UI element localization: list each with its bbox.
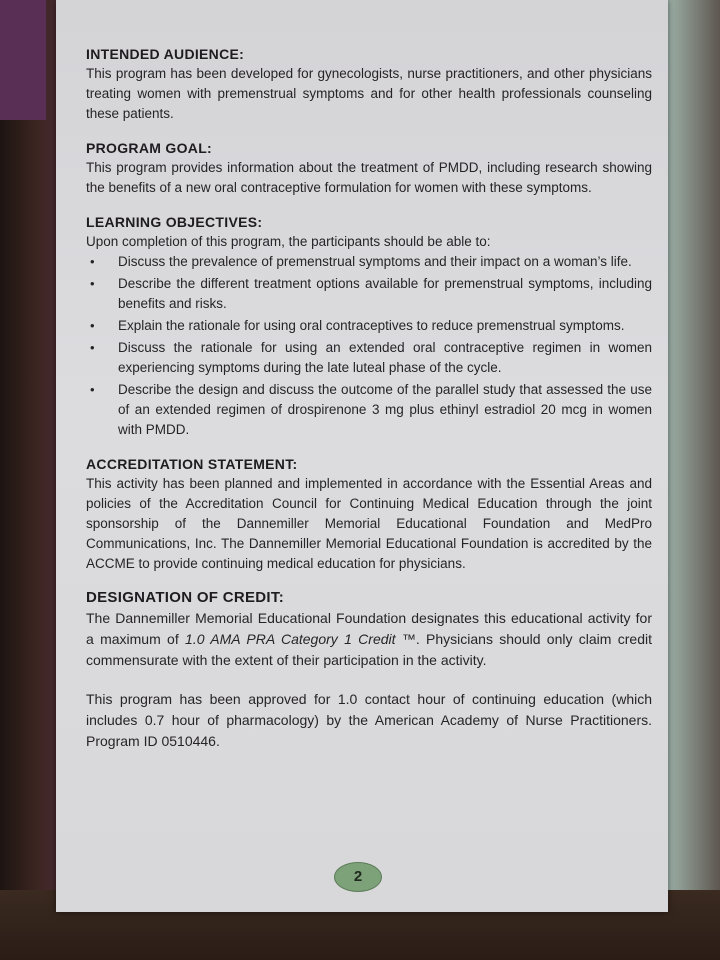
accreditation-text: This activity has been planned and implemented in accordance with the Essential Areas and policies of the Accreditation Council for Continuing Medical Education through the joint sponsorship of the Dannemiller Memorial Educational Foundation and MedPro Communications, Inc. The Dannemiller Memorial Educational Foundation is accredited by the ACCME to provide continuing medical education for physicians. — [86, 476, 652, 571]
bullet-icon: • — [90, 340, 95, 355]
accreditation-heading: ACCREDITATION STATEMENT: — [86, 456, 298, 472]
bullet-icon: • — [90, 254, 95, 269]
designation-of-credit-heading: DESIGNATION OF CREDIT: — [86, 589, 284, 606]
background-purple-accent — [0, 0, 46, 120]
learning-objectives-heading: LEARNING OBJECTIVES: — [86, 214, 263, 230]
list-item — [86, 338, 652, 378]
intended-audience-section — [86, 44, 652, 124]
objective-text: Describe the different treatment options available for premenstrual symptoms, including benefits and risks. — [118, 276, 652, 311]
background-binding-edge — [0, 0, 60, 960]
objective-text: Discuss the rationale for using an extended oral contraceptive regimen in women experiencing symptoms during the late luteal phase of the cycle. — [118, 340, 652, 375]
designation-of-credit-section — [86, 588, 652, 671]
program-goal-heading: PROGRAM GOAL: — [86, 140, 213, 156]
intended-audience-heading: INTENDED AUDIENCE: — [86, 46, 245, 62]
accreditation-section — [86, 454, 652, 574]
approval-statement: This program has been approved for 1.0 contact hour of continuing education (which includes 0.7 hour of pharmacology) by the American Academy of Nurse Practitioners. Program ID 0510446. — [86, 691, 652, 749]
intended-audience-text: This program has been developed for gynecologists, nurse practitioners, and other physicians treating women with premenstrual symptoms and for other health professionals counseling these patients. — [86, 66, 652, 121]
list-item — [86, 380, 652, 440]
page-number-badge: 2 — [334, 862, 382, 892]
learning-objectives-list — [86, 252, 652, 440]
credit-text-end: ™. Physicians should only claim credit commensurate with the extent of their participation in the activity. — [86, 631, 652, 668]
list-item — [86, 252, 652, 272]
booklet-page — [56, 0, 668, 912]
list-item — [86, 274, 652, 314]
program-goal-section — [86, 138, 652, 198]
learning-objectives-intro: Upon completion of this program, the participants should be able to: — [86, 234, 491, 249]
page-content — [86, 44, 652, 752]
learning-objectives-section — [86, 212, 652, 440]
credit-emphasis: 1.0 AMA PRA Category 1 Credit — [185, 631, 396, 647]
program-goal-text: This program provides information about the treatment of PMDD, including research showing the benefits of a new oral contraceptive formulation for women with these symptoms. — [86, 160, 652, 195]
objective-text: Explain the rationale for using oral contraceptives to reduce premenstrual symptoms. — [118, 318, 625, 333]
list-item — [86, 316, 652, 336]
objective-text: Describe the design and discuss the outcome of the parallel study that assessed the use of an extended regimen of drospirenone 3 mg plus ethinyl estradiol 20 mcg in women with PMDD. — [118, 382, 652, 437]
bullet-icon: • — [90, 318, 95, 333]
bullet-icon: • — [90, 382, 95, 397]
designation-of-credit-text — [86, 608, 652, 671]
objective-text: Discuss the prevalence of premenstrual symptoms and their impact on a woman’s life. — [118, 254, 632, 269]
credit-text-start: The Dannemiller Memorial Educational Foundation designates this educational activity for a maximum of — [86, 610, 652, 647]
bullet-icon: • — [90, 276, 95, 291]
